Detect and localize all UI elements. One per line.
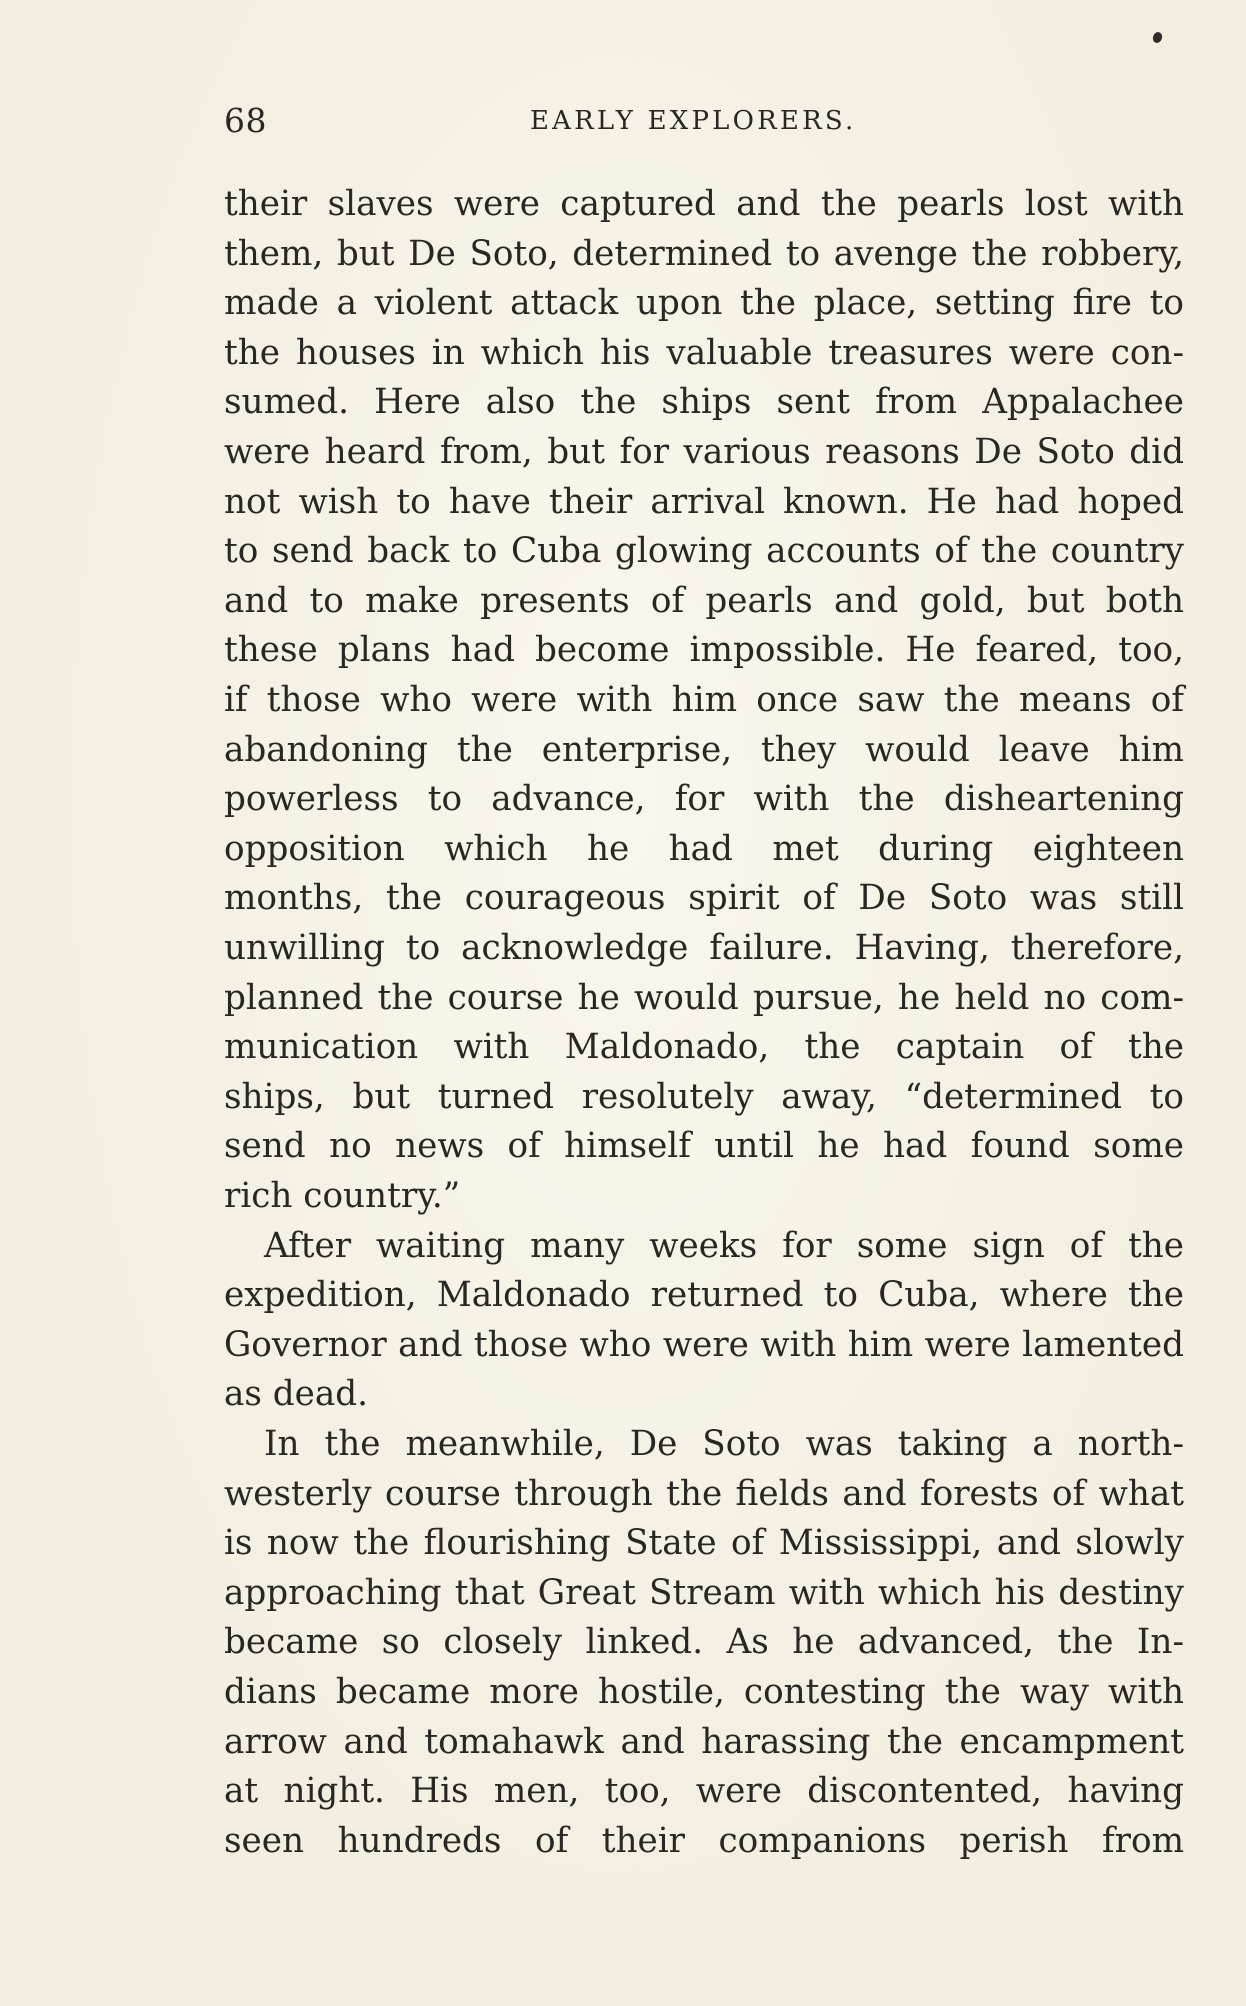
text-line: seen hundreds of their companions perish from xyxy=(224,1820,1184,1861)
text-line: these plans had become impossible. He feared, too, xyxy=(224,630,1184,671)
text-line: as dead. xyxy=(224,1374,369,1415)
text-line: westerly course through the fields and forests of what xyxy=(224,1473,1184,1514)
text-line: rich country.” xyxy=(224,1176,461,1216)
text-line: their slaves were captured and the pearls lost with xyxy=(224,184,1184,224)
text-line: arrow and tomahawk and harassing the encampment xyxy=(224,1721,1184,1762)
ink-speck xyxy=(1151,31,1163,44)
text-line: munication with Maldonado, the captain of the xyxy=(224,1027,1184,1068)
text-line: In the meanwhile, De Soto was taking a north- xyxy=(264,1424,1184,1464)
text-line: at night. His men, too, were discontented, having xyxy=(224,1771,1184,1812)
text-line: planned the course he would pursue, he held no com- xyxy=(224,977,1184,1018)
running-head xyxy=(224,101,1184,141)
text-line: Governor and those who were with him were lamented xyxy=(224,1324,1184,1365)
text-line: send no news of himself until he had found some xyxy=(224,1126,1184,1167)
text-line: made a violent attack upon the place, setting fire to xyxy=(224,283,1184,324)
text-line: powerless to advance, for with the disheartening xyxy=(224,779,1184,820)
text-line: abandoning the enterprise, they would leave him xyxy=(224,729,1184,770)
text-line: and to make presents of pearls and gold, but both xyxy=(224,580,1184,621)
running-title: EARLY EXPLORERS. xyxy=(530,106,857,136)
text-line: dians became more hostile, contesting the way with xyxy=(224,1672,1184,1712)
text-line: not wish to have their arrival known. He had hoped xyxy=(224,481,1184,522)
text-line: is now the flourishing State of Mississippi, and slowly xyxy=(224,1523,1184,1564)
text-line: unwilling to acknowledge failure. Having, therefore, xyxy=(224,928,1184,968)
text-line: if those who were with him once saw the means of xyxy=(224,680,1184,720)
text-line: approaching that Great Stream with which his destiny xyxy=(224,1572,1184,1613)
text-line: expedition, Maldonado returned to Cuba, where the xyxy=(224,1275,1184,1316)
text-line: opposition which he had met during eighteen xyxy=(224,828,1184,869)
text-line: After waiting many weeks for some sign of the xyxy=(264,1225,1184,1266)
text-line: them, but De Soto, determined to avenge the robbery, xyxy=(224,233,1184,274)
text-line: the houses in which his valuable treasures were con- xyxy=(224,332,1184,373)
text-line: sumed. Here also the ships sent from Appalachee xyxy=(224,382,1184,423)
text-line: to send back to Cuba glowing accounts of the country xyxy=(224,531,1184,572)
text-line: months, the courageous spirit of De Soto was still xyxy=(224,878,1184,919)
text-line: ships, but turned resolutely away, “determined to xyxy=(224,1076,1184,1117)
page-number: 68 xyxy=(224,101,267,140)
text-line: became so closely linked. As he advanced, the In- xyxy=(224,1622,1184,1663)
text-line: were heard from, but for various reasons De Soto did xyxy=(224,432,1184,472)
